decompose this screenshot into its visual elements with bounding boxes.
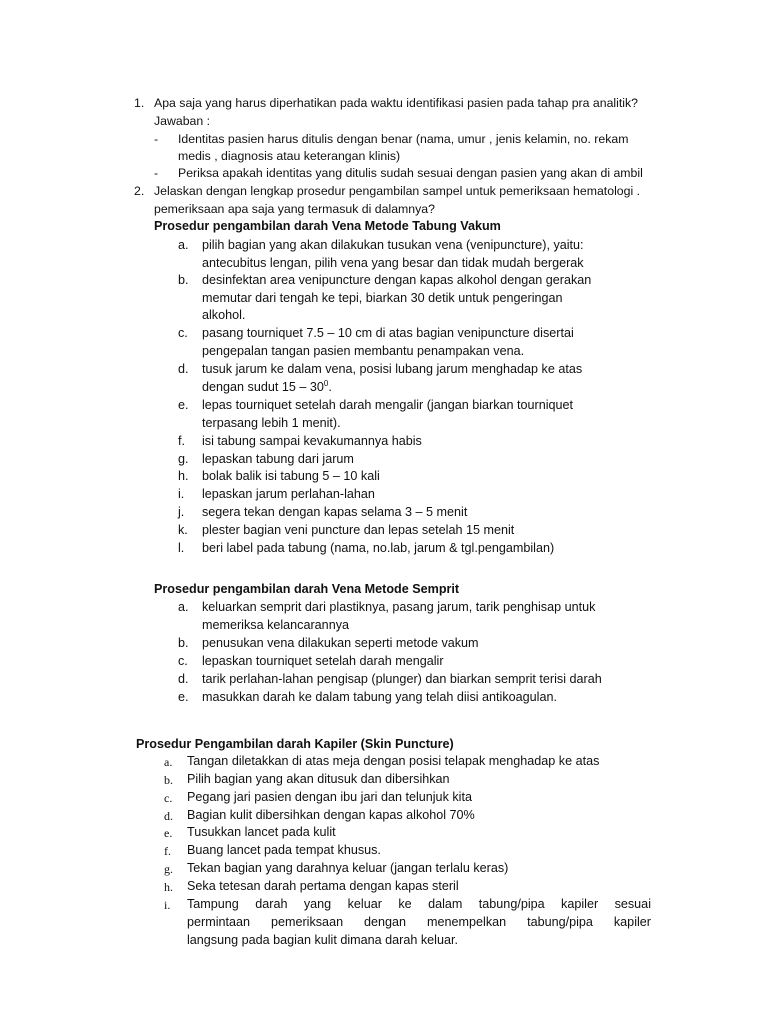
q1-bullet-1-marker: - bbox=[154, 132, 159, 146]
vakum-d-line-2-tail: . bbox=[328, 380, 332, 394]
vakum-l-line-1: beri label pada tabung (nama, no.lab, jarum & tgl.pengambilan) bbox=[202, 541, 555, 555]
degree-superscript: 0 bbox=[323, 378, 329, 388]
vakum-d-line-1: tusuk jarum ke dalam vena, posisi lubang jarum menghadap ke atas bbox=[202, 362, 583, 376]
kapiler-b-marker: b. bbox=[164, 773, 173, 787]
vakum-e-line-2: terpasang lebih 1 menit). bbox=[202, 416, 341, 430]
q2-number: 2. bbox=[134, 184, 145, 198]
vakum-e-line-1: lepas tourniquet setelah darah mengalir (jangan biarkan tourniquet bbox=[202, 398, 574, 412]
vakum-j-marker: j. bbox=[178, 505, 185, 519]
vakum-k-line-1: plester bagian veni puncture dan lepas setelah 15 menit bbox=[202, 523, 515, 537]
semprit-b-marker: b. bbox=[178, 636, 189, 650]
kapiler-f-line-1: Buang lancet pada tempat khusus. bbox=[187, 843, 381, 857]
semprit-d-line-1: tarik perlahan-lahan pengisap (plunger) dan biarkan semprit terisi darah bbox=[202, 672, 602, 686]
kapiler-b-line-1: Pilih bagian yang akan ditusuk dan dibersihkan bbox=[187, 772, 450, 786]
q1-answer-label: Jawaban : bbox=[154, 114, 211, 128]
vakum-k-marker: k. bbox=[178, 523, 188, 537]
vakum-a-line-2: antecubitus lengan, pilih vena yang besar dan tidak mudah bergerak bbox=[202, 256, 584, 270]
vakum-d-line-2-text: dengan sudut 15 – 30 bbox=[202, 380, 324, 394]
vakum-c-marker: c. bbox=[178, 326, 188, 340]
kapiler-i-marker: i. bbox=[164, 898, 171, 912]
vakum-a-line-1: pilih bagian yang akan dilakukan tusukan vena (venipuncture), yaitu: bbox=[202, 238, 584, 252]
kapiler-h-line-1: Seka tetesan darah pertama dengan kapas steril bbox=[187, 879, 459, 893]
kapiler-a-marker: a. bbox=[164, 755, 173, 769]
semprit-a-line-1: keluarkan semprit dari plastiknya, pasang jarum, tarik penghisap untuk bbox=[202, 600, 596, 614]
kapiler-i-line-3: langsung pada bagian kulit dimana darah keluar. bbox=[187, 933, 458, 947]
kapiler-c-line-1: Pegang jari pasien dengan ibu jari dan telunjuk kita bbox=[187, 790, 472, 804]
vakum-i-line-1: lepaskan jarum perlahan-lahan bbox=[202, 487, 375, 501]
kapiler-f-marker: f. bbox=[164, 844, 171, 858]
vakum-f-line-1: isi tabung sampai kevakumannya habis bbox=[202, 434, 422, 448]
vakum-b-marker: b. bbox=[178, 273, 189, 287]
vakum-e-marker: e. bbox=[178, 398, 189, 412]
semprit-b-line-1: penusukan vena dilakukan seperti metode vakum bbox=[202, 636, 479, 650]
vakum-c-line-2: pengepalan tangan pasien membantu penampakan vena. bbox=[202, 344, 525, 358]
q1-bullet-1-line-2: medis , diagnosis atau keterangan klinis) bbox=[178, 149, 401, 163]
q1-bullet-2-line-1: Periksa apakah identitas yang ditulis sudah sesuai dengan pasien yang akan di ambil bbox=[178, 166, 643, 180]
vakum-c-line-1: pasang tourniquet 7.5 – 10 cm di atas bagian venipuncture disertai bbox=[202, 326, 574, 340]
vakum-h-line-1: bolak balik isi tabung 5 – 10 kali bbox=[202, 469, 380, 483]
kapiler-d-line-1: Bagian kulit dibersihkan dengan kapas alkohol 70% bbox=[187, 808, 475, 822]
kapiler-i-line-2: permintaan pemeriksaan dengan menempelkan tabung/pipa kapiler bbox=[187, 915, 651, 929]
semprit-c-line-1: lepaskan tourniquet setelah darah mengalir bbox=[202, 654, 444, 668]
q1-bullet-2-marker: - bbox=[154, 166, 159, 180]
kapiler-e-marker: e. bbox=[164, 826, 173, 840]
semprit-e-line-1: masukkan darah ke dalam tabung yang telah diisi antikoagulan. bbox=[202, 690, 557, 704]
vakum-f-marker: f. bbox=[178, 434, 185, 448]
vakum-b-line-1: desinfektan area venipuncture dengan kapas alkohol dengan gerakan bbox=[202, 273, 592, 287]
q1-number: 1. bbox=[134, 96, 145, 110]
semprit-a-marker: a. bbox=[178, 600, 189, 614]
kapiler-heading: Prosedur Pengambilan darah Kapiler (Skin Puncture) bbox=[136, 737, 454, 751]
semprit-a-line-2: memeriksa kelancarannya bbox=[202, 618, 349, 632]
vakum-g-marker: g. bbox=[178, 452, 189, 466]
vakum-b-line-3: alkohol. bbox=[202, 308, 246, 322]
vakum-d-marker: d. bbox=[178, 362, 189, 376]
kapiler-g-marker: g. bbox=[164, 862, 173, 876]
q2-question-line-1: Jelaskan dengan lengkap prosedur pengambilan sampel untuk pemeriksaan hematologi . bbox=[154, 184, 641, 198]
kapiler-h-marker: h. bbox=[164, 880, 173, 894]
vakum-i-marker: i. bbox=[178, 487, 185, 501]
vakum-g-line-1: lepaskan tabung dari jarum bbox=[202, 452, 354, 466]
kapiler-a-line-1: Tangan diletakkan di atas meja dengan posisi telapak menghadap ke atas bbox=[187, 754, 600, 768]
vakum-h-marker: h. bbox=[178, 469, 189, 483]
vakum-b-line-2: memutar dari tengah ke tepi, biarkan 30 detik untuk pengeringan bbox=[202, 291, 563, 305]
vakum-j-line-1: segera tekan dengan kapas selama 3 – 5 menit bbox=[202, 505, 468, 519]
kapiler-c-marker: c. bbox=[164, 791, 173, 805]
semprit-c-marker: c. bbox=[178, 654, 188, 668]
vakum-l-marker: l. bbox=[178, 541, 185, 555]
q1-question: Apa saja yang harus diperhatikan pada waktu identifikasi pasien pada tahap pra analitik? bbox=[154, 96, 639, 110]
kapiler-d-marker: d. bbox=[164, 809, 173, 823]
vakum-a-marker: a. bbox=[178, 238, 189, 252]
semprit-e-marker: e. bbox=[178, 690, 189, 704]
semprit-heading: Prosedur pengambilan darah Vena Metode Semprit bbox=[154, 582, 460, 596]
q2-question-line-2: pemeriksaan apa saja yang termasuk di dalamnya? bbox=[154, 202, 435, 216]
vakum-heading: Prosedur pengambilan darah Vena Metode Tabung Vakum bbox=[154, 219, 501, 233]
semprit-d-marker: d. bbox=[178, 672, 189, 686]
kapiler-g-line-1: Tekan bagian yang darahnya keluar (jangan terlalu keras) bbox=[187, 861, 509, 875]
vakum-d-line-2 bbox=[202, 380, 332, 394]
kapiler-e-line-1: Tusukkan lancet pada kulit bbox=[187, 825, 336, 839]
q1-bullet-1-line-1: Identitas pasien harus ditulis dengan benar (nama, umur , jenis kelamin, no. rekam bbox=[178, 132, 629, 146]
kapiler-i-line-1: Tampung darah yang keluar ke dalam tabung/pipa kapiler sesuai bbox=[187, 897, 651, 911]
